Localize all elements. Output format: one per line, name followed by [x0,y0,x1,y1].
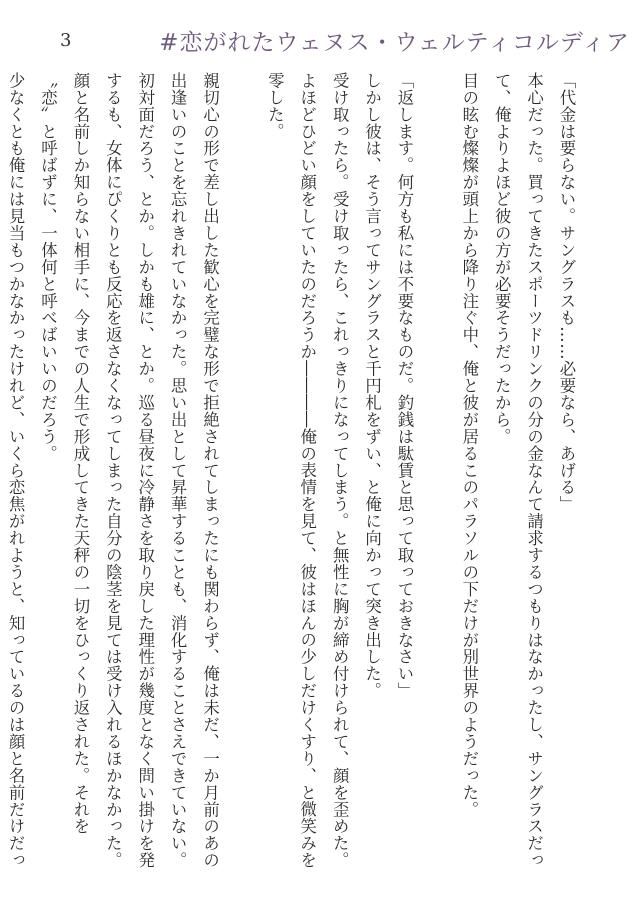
paragraph: しかし彼は、そう言ってサングラスと千円札をずい、と俺に向かって突き出した。 [362,72,382,700]
paragraph: 親切心の形で差し出した歓心を完璧な形で拒絶されてしまったにも関わらず、俺は未だ、一か月前のあの出逢いのことを忘れきれていなかった。思い出として昇華することも、消化することさえできていない。 [168,72,220,869]
paragraph: 「返します。何方も私には不要なものだ。釣銭は駄賃と思って取っておきなさい」 [394,72,414,700]
paragraph-break [420,72,452,872]
paragraph: 本心だった。買ってきたスポーツドリンクの分の金なんて請求するつもりはなかったし、サングラスだって、俺よりよほど彼の方が必要そうだったから。 [492,72,544,869]
paragraph: 顔と名前しか知らない相手に、今までの人生で形成してきた天秤の一切をひっくり返された。それを〝恋〟と呼ばずに、一体何と呼べばいいのだろう。 [38,72,90,835]
paragraph: 受け取ったら。受け取ったら、これっきりになってしまう。と無性に胸が締め付けられて、顔を歪めた。 [330,72,350,869]
paragraph: 少なくとも俺には見当もつかなかったけれど、いくら恋焦がれようと、知っているのは顔と名前だけだっ [6,72,26,869]
paragraph: よほどひどい顔をしていたのだろうか――――俺の表情を見て、彼はほんの少しだけくすり、と微笑みを零した。 [265,72,317,869]
paragraph-break [226,72,258,872]
running-header-title: #恋がれたウェヌス・ウェルティコルディア [159,30,630,56]
paragraph: 初対面だろう、とか。しかも雄に、とか。巡る昼夜に冷静さを取り戻した理性が幾度となく問い掛けを発するも、女体にぴくりとも反応を返さなくなってしまった自分の陰茎を見ては受け入れるほかなかった。 [103,72,155,869]
paragraph: 「代金は要らない。サングラスも……必要なら、あげる」 [557,72,576,513]
page-number: 3 [60,30,72,51]
paragraph: 目の眩む燦燦が頭上から降り注ぐ中、俺と彼が居るこのパラソルの下だけが別世界のようだった。 [459,72,479,818]
novel-body-text [6,72,582,872]
